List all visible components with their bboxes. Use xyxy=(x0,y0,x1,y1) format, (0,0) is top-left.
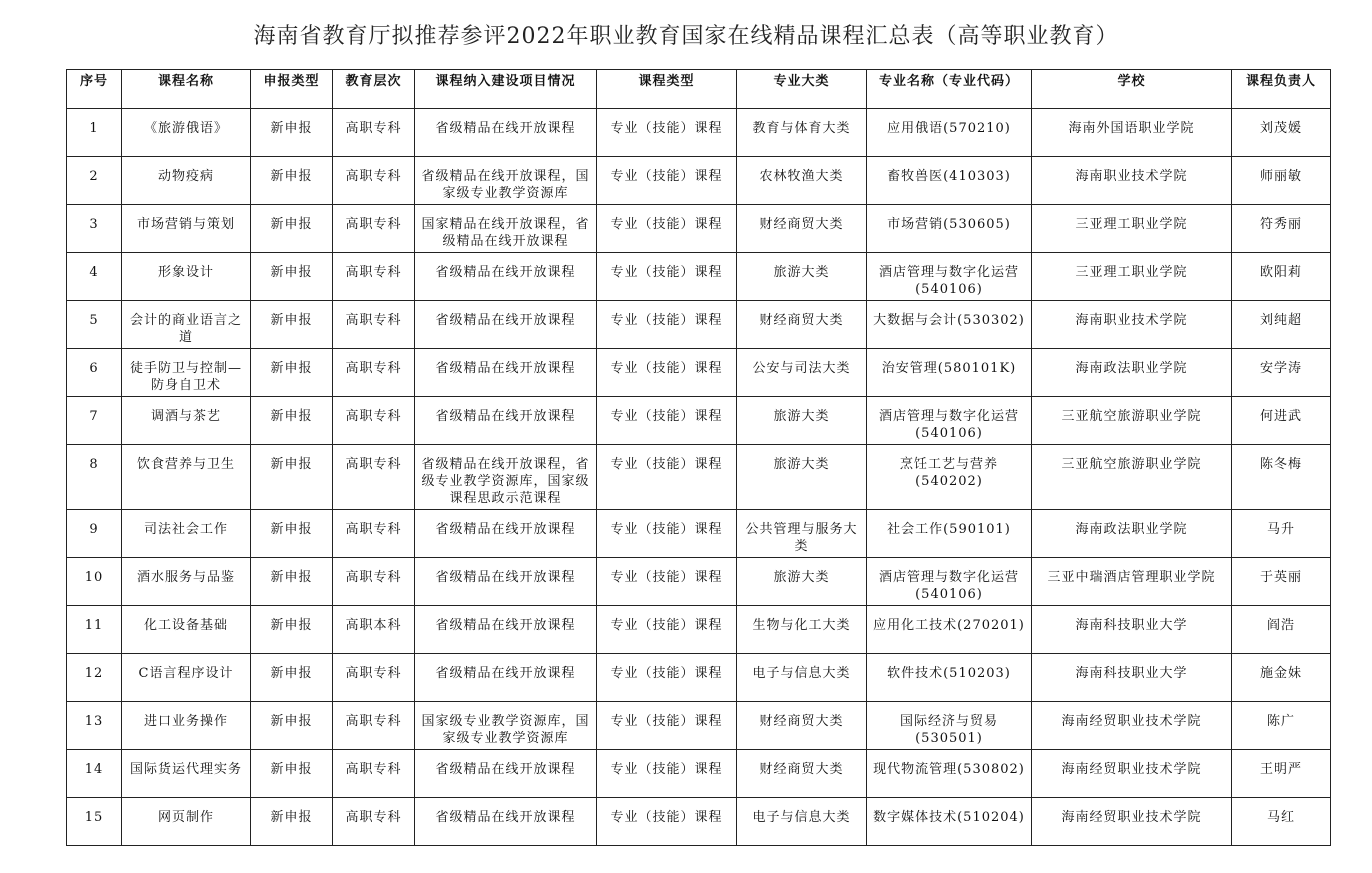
table-row xyxy=(67,205,1331,253)
cell-apply: 新申报 xyxy=(251,205,333,253)
header-col-school: 学校 xyxy=(1032,70,1232,109)
cell-course: 市场营销与策划 xyxy=(122,205,251,253)
cell-no: 12 xyxy=(67,654,122,702)
cell-level: 高职专科 xyxy=(333,750,415,798)
cell-level: 高职专科 xyxy=(333,702,415,750)
cell-apply: 新申报 xyxy=(251,798,333,846)
table-row xyxy=(67,349,1331,397)
cell-no: 9 xyxy=(67,510,122,558)
cell-project: 省级精品在线开放课程 xyxy=(415,301,597,349)
cell-major: 数字媒体技术(510204) xyxy=(867,798,1032,846)
cell-ctype: 专业（技能）课程 xyxy=(597,606,737,654)
cell-ctype: 专业（技能）课程 xyxy=(597,702,737,750)
cell-category: 教育与体育大类 xyxy=(737,109,867,157)
table-row xyxy=(67,654,1331,702)
cell-project: 省级精品在线开放课程 xyxy=(415,558,597,606)
cell-lead: 刘茂媛 xyxy=(1232,109,1331,157)
cell-project: 省级精品在线开放课程 xyxy=(415,349,597,397)
cell-category: 财经商贸大类 xyxy=(737,205,867,253)
cell-major: 软件技术(510203) xyxy=(867,654,1032,702)
cell-no: 15 xyxy=(67,798,122,846)
cell-lead: 陈冬梅 xyxy=(1232,445,1331,510)
cell-school: 海南经贸职业技术学院 xyxy=(1032,798,1232,846)
cell-level: 高职专科 xyxy=(333,558,415,606)
course-table xyxy=(66,69,1331,846)
cell-school: 海南政法职业学院 xyxy=(1032,510,1232,558)
cell-apply: 新申报 xyxy=(251,510,333,558)
cell-ctype: 专业（技能）课程 xyxy=(597,301,737,349)
cell-category: 财经商贸大类 xyxy=(737,750,867,798)
cell-apply: 新申报 xyxy=(251,349,333,397)
table-row xyxy=(67,606,1331,654)
table-row xyxy=(67,702,1331,750)
cell-no: 7 xyxy=(67,397,122,445)
cell-major: 应用化工技术(270201) xyxy=(867,606,1032,654)
cell-lead: 于英丽 xyxy=(1232,558,1331,606)
cell-ctype: 专业（技能）课程 xyxy=(597,157,737,205)
cell-apply: 新申报 xyxy=(251,397,333,445)
cell-project: 省级精品在线开放课程 xyxy=(415,397,597,445)
table-row xyxy=(67,510,1331,558)
header-col-level: 教育层次 xyxy=(333,70,415,109)
cell-level: 高职专科 xyxy=(333,109,415,157)
cell-ctype: 专业（技能）课程 xyxy=(597,253,737,301)
cell-school: 三亚理工职业学院 xyxy=(1032,205,1232,253)
cell-category: 公安与司法大类 xyxy=(737,349,867,397)
cell-no: 14 xyxy=(67,750,122,798)
cell-course: 酒水服务与品鉴 xyxy=(122,558,251,606)
cell-ctype: 专业（技能）课程 xyxy=(597,654,737,702)
cell-apply: 新申报 xyxy=(251,445,333,510)
cell-course: 调酒与茶艺 xyxy=(122,397,251,445)
cell-no: 4 xyxy=(67,253,122,301)
cell-course: 进口业务操作 xyxy=(122,702,251,750)
cell-level: 高职专科 xyxy=(333,349,415,397)
cell-level: 高职专科 xyxy=(333,445,415,510)
cell-major: 现代物流管理(530802) xyxy=(867,750,1032,798)
cell-category: 旅游大类 xyxy=(737,253,867,301)
cell-lead: 何进武 xyxy=(1232,397,1331,445)
cell-school: 三亚航空旅游职业学院 xyxy=(1032,397,1232,445)
cell-school: 三亚理工职业学院 xyxy=(1032,253,1232,301)
cell-school: 海南经贸职业技术学院 xyxy=(1032,702,1232,750)
cell-course: 网页制作 xyxy=(122,798,251,846)
cell-level: 高职专科 xyxy=(333,301,415,349)
cell-school: 三亚中瑞酒店管理职业学院 xyxy=(1032,558,1232,606)
cell-lead: 王明严 xyxy=(1232,750,1331,798)
header-col-lead: 课程负责人 xyxy=(1232,70,1331,109)
cell-school: 海南外国语职业学院 xyxy=(1032,109,1232,157)
cell-no: 10 xyxy=(67,558,122,606)
cell-lead: 陈广 xyxy=(1232,702,1331,750)
cell-category: 财经商贸大类 xyxy=(737,301,867,349)
cell-school: 海南科技职业大学 xyxy=(1032,654,1232,702)
cell-major: 治安管理(580101K) xyxy=(867,349,1032,397)
cell-project: 省级精品在线开放课程 xyxy=(415,798,597,846)
header-col-major: 专业名称（专业代码） xyxy=(867,70,1032,109)
cell-no: 11 xyxy=(67,606,122,654)
cell-level: 高职专科 xyxy=(333,397,415,445)
cell-category: 财经商贸大类 xyxy=(737,702,867,750)
cell-lead: 师丽敏 xyxy=(1232,157,1331,205)
cell-category: 旅游大类 xyxy=(737,445,867,510)
cell-course: C语言程序设计 xyxy=(122,654,251,702)
cell-level: 高职专科 xyxy=(333,654,415,702)
cell-category: 旅游大类 xyxy=(737,397,867,445)
cell-course: 饮食营养与卫生 xyxy=(122,445,251,510)
cell-project: 省级精品在线开放课程 xyxy=(415,750,597,798)
cell-project: 省级精品在线开放课程 xyxy=(415,253,597,301)
cell-course: 司法社会工作 xyxy=(122,510,251,558)
header-col-ctype: 课程类型 xyxy=(597,70,737,109)
cell-project: 省级精品在线开放课程 xyxy=(415,109,597,157)
cell-project: 省级精品在线开放课程 xyxy=(415,654,597,702)
cell-major: 市场营销(530605) xyxy=(867,205,1032,253)
cell-no: 5 xyxy=(67,301,122,349)
cell-school: 海南政法职业学院 xyxy=(1032,349,1232,397)
cell-no: 13 xyxy=(67,702,122,750)
cell-ctype: 专业（技能）课程 xyxy=(597,798,737,846)
cell-apply: 新申报 xyxy=(251,157,333,205)
cell-apply: 新申报 xyxy=(251,654,333,702)
cell-major: 畜牧兽医(410303) xyxy=(867,157,1032,205)
table-row xyxy=(67,253,1331,301)
cell-ctype: 专业（技能）课程 xyxy=(597,109,737,157)
table-row xyxy=(67,301,1331,349)
cell-course: 动物疫病 xyxy=(122,157,251,205)
cell-no: 8 xyxy=(67,445,122,510)
cell-course: 会计的商业语言之道 xyxy=(122,301,251,349)
cell-project: 国家精品在线开放课程，省级精品在线开放课程 xyxy=(415,205,597,253)
page-title: 海南省教育厅拟推荐参评2022年职业教育国家在线精品课程汇总表（高等职业教育） xyxy=(253,24,1119,49)
cell-apply: 新申报 xyxy=(251,253,333,301)
header-col-category: 专业大类 xyxy=(737,70,867,109)
cell-category: 生物与化工大类 xyxy=(737,606,867,654)
cell-major: 国际经济与贸易(530501) xyxy=(867,702,1032,750)
cell-no: 1 xyxy=(67,109,122,157)
cell-apply: 新申报 xyxy=(251,558,333,606)
cell-ctype: 专业（技能）课程 xyxy=(597,445,737,510)
cell-apply: 新申报 xyxy=(251,606,333,654)
table-row xyxy=(67,798,1331,846)
cell-level: 高职专科 xyxy=(333,510,415,558)
cell-lead: 刘纯超 xyxy=(1232,301,1331,349)
cell-school: 海南职业技术学院 xyxy=(1032,301,1232,349)
cell-course: 形象设计 xyxy=(122,253,251,301)
header-col-project: 课程纳入建设项目情况 xyxy=(415,70,597,109)
cell-apply: 新申报 xyxy=(251,702,333,750)
cell-project: 省级精品在线开放课程 xyxy=(415,510,597,558)
cell-lead: 阎浩 xyxy=(1232,606,1331,654)
table-header-row xyxy=(67,70,1331,109)
cell-level: 高职专科 xyxy=(333,798,415,846)
cell-major: 应用俄语(570210) xyxy=(867,109,1032,157)
cell-apply: 新申报 xyxy=(251,750,333,798)
cell-project: 省级精品在线开放课程 xyxy=(415,606,597,654)
cell-category: 旅游大类 xyxy=(737,558,867,606)
table-row xyxy=(67,750,1331,798)
cell-level: 高职本科 xyxy=(333,606,415,654)
cell-school: 海南科技职业大学 xyxy=(1032,606,1232,654)
cell-lead: 马红 xyxy=(1232,798,1331,846)
cell-ctype: 专业（技能）课程 xyxy=(597,558,737,606)
cell-major: 酒店管理与数字化运营(540106) xyxy=(867,558,1032,606)
cell-course: 徒手防卫与控制—防身自卫术 xyxy=(122,349,251,397)
cell-school: 三亚航空旅游职业学院 xyxy=(1032,445,1232,510)
cell-no: 6 xyxy=(67,349,122,397)
cell-school: 海南职业技术学院 xyxy=(1032,157,1232,205)
cell-major: 酒店管理与数字化运营(540106) xyxy=(867,397,1032,445)
cell-level: 高职专科 xyxy=(333,253,415,301)
cell-course: 化工设备基础 xyxy=(122,606,251,654)
table-row xyxy=(67,109,1331,157)
cell-no: 3 xyxy=(67,205,122,253)
cell-major: 大数据与会计(530302) xyxy=(867,301,1032,349)
table-row xyxy=(67,157,1331,205)
cell-lead: 马升 xyxy=(1232,510,1331,558)
cell-project: 省级精品在线开放课程，国家级专业教学资源库 xyxy=(415,157,597,205)
cell-category: 电子与信息大类 xyxy=(737,798,867,846)
cell-ctype: 专业（技能）课程 xyxy=(597,510,737,558)
cell-ctype: 专业（技能）课程 xyxy=(597,750,737,798)
cell-apply: 新申报 xyxy=(251,109,333,157)
table-row xyxy=(67,397,1331,445)
cell-level: 高职专科 xyxy=(333,205,415,253)
cell-ctype: 专业（技能）课程 xyxy=(597,205,737,253)
cell-level: 高职专科 xyxy=(333,157,415,205)
cell-ctype: 专业（技能）课程 xyxy=(597,349,737,397)
cell-project: 国家级专业教学资源库，国家级专业教学资源库 xyxy=(415,702,597,750)
cell-project: 省级精品在线开放课程，省级专业教学资源库，国家级课程思政示范课程 xyxy=(415,445,597,510)
cell-no: 2 xyxy=(67,157,122,205)
header-col-apply: 申报类型 xyxy=(251,70,333,109)
cell-lead: 安学涛 xyxy=(1232,349,1331,397)
cell-category: 公共管理与服务大类 xyxy=(737,510,867,558)
cell-lead: 符秀丽 xyxy=(1232,205,1331,253)
header-col-no: 序号 xyxy=(67,70,122,109)
cell-apply: 新申报 xyxy=(251,301,333,349)
cell-course: 《旅游俄语》 xyxy=(122,109,251,157)
header-col-course: 课程名称 xyxy=(122,70,251,109)
cell-lead: 施金妹 xyxy=(1232,654,1331,702)
table-row xyxy=(67,445,1331,510)
cell-major: 烹饪工艺与营养(540202) xyxy=(867,445,1032,510)
cell-category: 农林牧渔大类 xyxy=(737,157,867,205)
cell-ctype: 专业（技能）课程 xyxy=(597,397,737,445)
cell-category: 电子与信息大类 xyxy=(737,654,867,702)
cell-school: 海南经贸职业技术学院 xyxy=(1032,750,1232,798)
cell-lead: 欧阳莉 xyxy=(1232,253,1331,301)
table-body xyxy=(67,109,1331,846)
cell-major: 社会工作(590101) xyxy=(867,510,1032,558)
table-row xyxy=(67,558,1331,606)
cell-major: 酒店管理与数字化运营(540106) xyxy=(867,253,1032,301)
cell-course: 国际货运代理实务 xyxy=(122,750,251,798)
